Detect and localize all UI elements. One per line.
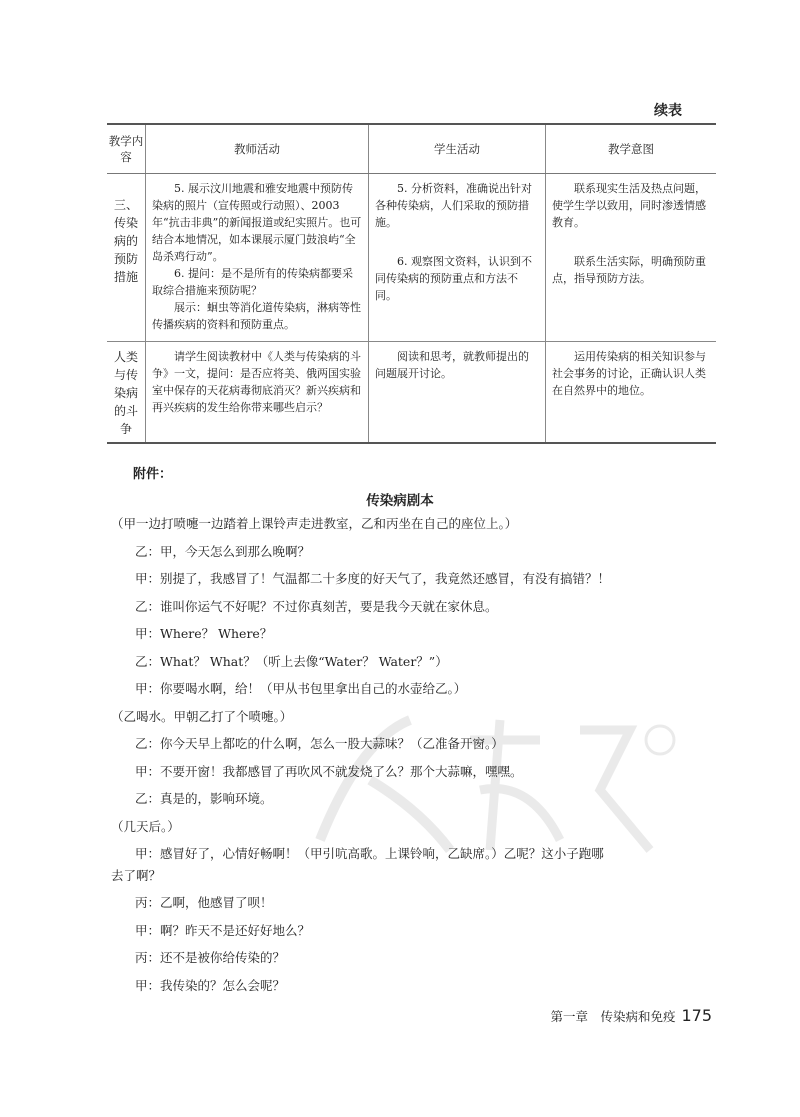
header-teacher: 教师活动: [146, 124, 369, 174]
script-line: 甲：别提了，我感冒了！气温都二十多度的好天气了，我竟然还感冒，有没有搞错？！: [135, 571, 611, 586]
script-title: 传染病剧本: [366, 493, 434, 509]
script-line: 乙：What？ What？（听上去像“Water？ Water？”）: [135, 653, 448, 669]
continued-label: 续表: [654, 103, 682, 119]
script-line: （甲一边打喷嚏一边踏着上课铃声走进教室，乙和丙坐在自己的座位上。）: [111, 516, 518, 531]
table-row: [107, 174, 716, 342]
teacher-text: 5. 展示汶川地震和雅安地震中预防传染病的照片（宣传照或行动照）、2003年“抗击非典”的新闻报道或纪实照片。也可结合本地情况，如本课展示厦门鼓浪屿“全岛杀鸡行动”。: [152, 182, 362, 263]
teacher-text: 6. 提问：是不是所有的传染病都要采取综合措施来预防呢？: [152, 267, 353, 297]
table-row: [107, 342, 716, 444]
intent-text: 运用传染病的相关知识参与社会事务的讨论，正确认识人类在自然界中的地位。: [552, 350, 706, 397]
student-text: 6. 观察图文资料，认识到不同传染病的预防重点和方法不同。: [375, 255, 532, 302]
script-line: 乙：真是的，影响环境。: [135, 791, 273, 806]
script-line: 甲：啊？昨天不是还好好地么？: [135, 922, 311, 938]
script-line: （乙喝水。甲朝乙打了个喷嚏。）: [111, 708, 293, 724]
header-student: 学生活动: [369, 124, 546, 174]
teacher-text: 请学生阅读教材中《人类与传染病的斗争》一文，提问：是否应将美、俄两国实验室中保存的天花病毒彻底消灭？新兴疾病和再兴疾病的发生给你带来哪些启示？: [152, 350, 361, 414]
header-intent: 教学意图: [546, 124, 717, 174]
page-number: 175: [681, 1006, 712, 1025]
row-category: 人类与传染病的斗争: [107, 342, 146, 444]
script-line: 丙：乙啊，他感冒了呗！: [135, 895, 273, 910]
script-line: 甲：你要喝水啊，给！（甲从书包里拿出自己的水壶给乙。）: [135, 681, 467, 696]
intent-text: 联系生活实际，明确预防重点，指导预防方法。: [552, 255, 706, 285]
script-line: 甲：不要开窗！我都感冒了再吹风不就发烧了么？那个大蒜嘛，嘿嘿。: [135, 763, 523, 779]
script-line: 乙：甲，今天怎么到那么晚啊？: [135, 543, 311, 559]
script-line: 甲：Where？ Where？: [135, 626, 273, 641]
header-content: 教学内容: [107, 124, 146, 174]
teacher-cell: [146, 342, 369, 444]
lesson-plan-table: [107, 123, 716, 444]
script-line: 去了啊？: [111, 868, 162, 883]
student-text: 阅读和思考，就教师提出的问题展开讨论。: [375, 350, 529, 380]
script-body: [111, 512, 701, 1001]
intent-cell: [546, 342, 717, 444]
appendix-label: 附件：: [133, 467, 173, 482]
intent-cell: [546, 174, 717, 342]
teacher-cell: [146, 174, 369, 342]
script-line: 甲：感冒好了，心情好畅啊！（甲引吭高歌。上课铃响，乙缺席。）乙呢？这小子跑哪: [135, 846, 604, 861]
student-text: 5. 分析资料，准确说出针对各种传染病，人们采取的预防措施。: [375, 182, 532, 229]
table-header-row: [107, 124, 716, 174]
intent-text: 联系现实生活及热点问题，使学生学以致用，同时渗透情感教育。: [552, 182, 706, 229]
script-line: 甲：我传染的？怎么会呢？: [135, 977, 286, 993]
script-line: （几天后。）: [111, 818, 180, 834]
student-cell: [369, 174, 546, 342]
row-category: 三、传染病的预防措施: [107, 174, 146, 342]
student-cell: [369, 342, 546, 444]
teacher-text: 展示：蛔虫等消化道传染病，淋病等性传播疾病的资料和预防重点。: [152, 301, 361, 331]
script-line: 乙：谁叫你运气不好呢？不过你真刻苦，要是我今天就在家休息。: [135, 598, 498, 614]
script-line: 乙：你今天早上都吃的什么啊，怎么一股大蒜味？（乙准备开窗。）: [135, 736, 504, 751]
chapter-title: 第一章 传染病和免疫: [550, 1009, 676, 1024]
script-line: 丙：还不是被你给传染的？: [135, 950, 286, 965]
page-footer: [550, 1006, 712, 1025]
